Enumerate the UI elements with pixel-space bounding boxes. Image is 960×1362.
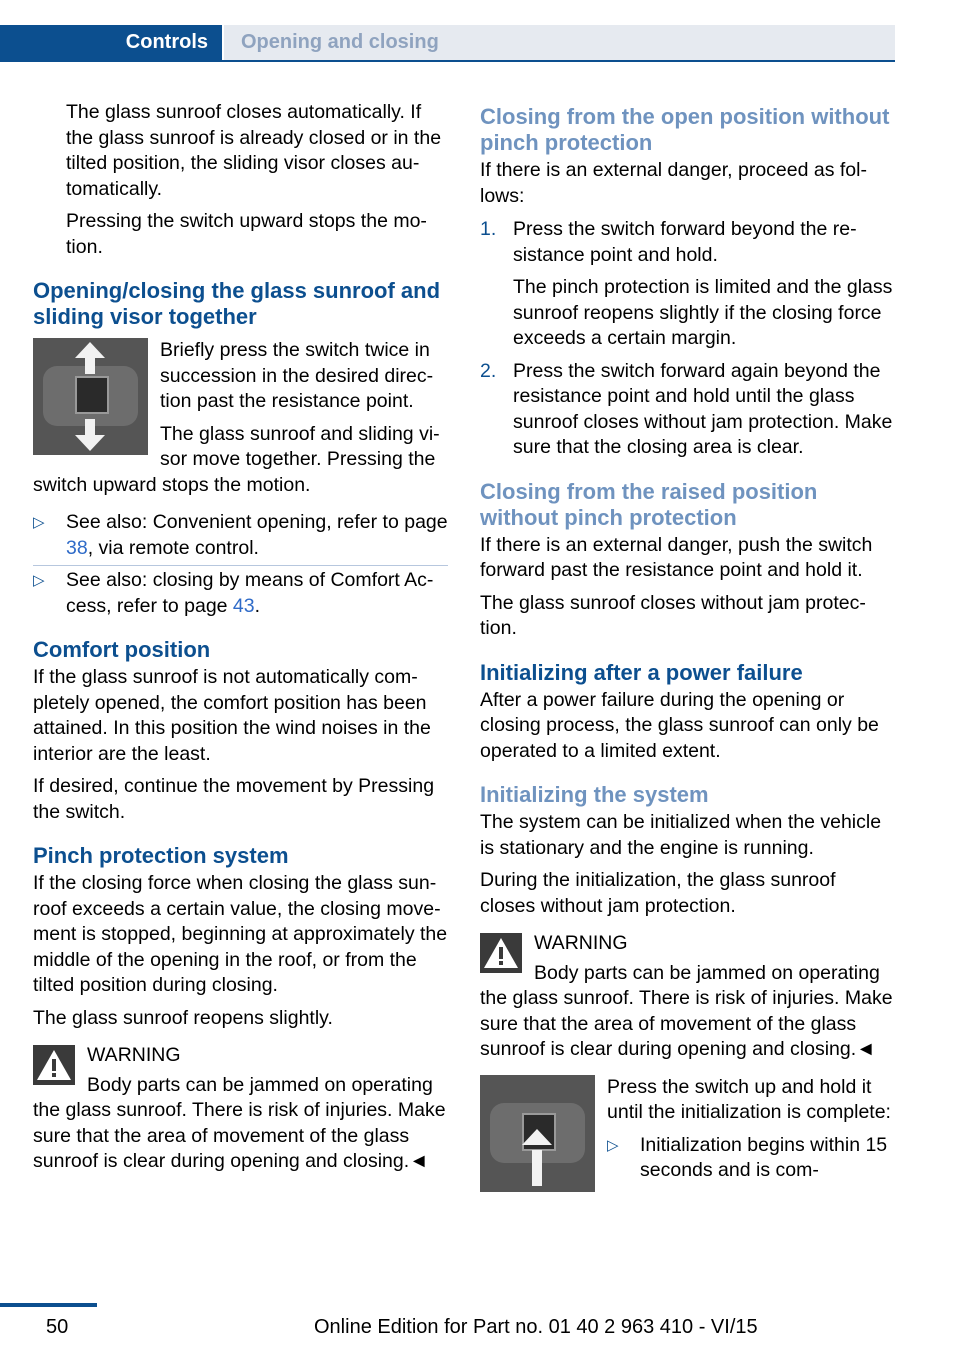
see-also-item	[33, 510, 448, 561]
triangle-bullet-icon: ▷	[33, 572, 45, 589]
heading-init-power-failure: Initializing after a power failure	[480, 659, 803, 685]
heading-close-open-no-pinch: Closing from the open position without pinch protection	[480, 104, 890, 155]
init-paragraph-2: During the initialization, the glass sunroof closes without jam protection.	[480, 869, 836, 917]
see-also-text: See also: Convenient opening, refer to page	[66, 511, 448, 533]
step-subtext: The pinch protection is limited and the glass sunroof reopens slightly if the closing force exceeds a certain margin.	[513, 276, 893, 349]
step-item	[480, 217, 896, 352]
intro-paragraph-2: Pressing the switch upward stops the motion.	[66, 210, 427, 258]
arrow-down-icon	[75, 435, 105, 451]
section-tab	[0, 25, 222, 62]
raised-paragraph-2: The glass sunroof closes without jam protection.	[480, 591, 866, 639]
header-divider	[0, 60, 895, 62]
switch-button	[75, 376, 109, 414]
left-column	[33, 100, 448, 1182]
pinch-paragraph-1: If the closing force when closing the glass sunroof exceeds a certain value, the closing movement is stopped, beginning at approximately the middle of the opening in the roof, or from the tilted position during closing.	[33, 872, 448, 996]
arrow-up-icon	[75, 342, 105, 358]
see-also-text: See also: closing by means of Comfort Access, refer to page	[66, 569, 434, 617]
step-item	[480, 359, 896, 461]
warning-triangle-icon	[480, 933, 522, 973]
open-paragraph-1: If there is an external danger, proceed as follows:	[480, 159, 867, 207]
init-bullet-text: Initialization begins within 15 seconds and is com-	[640, 1133, 888, 1181]
page-header	[0, 0, 895, 62]
step-text: Press the switch forward beyond the resistance point and hold.	[513, 218, 857, 266]
init-paragraph-1: The system can be initialized when the vehicle is stationary and the engine is running.	[480, 811, 882, 859]
steps-list	[480, 217, 896, 461]
power-paragraph-1: After a power failure during the opening or closing process, the glass sunroof can only be operated to a limited extent.	[480, 688, 879, 762]
heading-close-raised-no-pinch: Closing from the raised position without pinch protection	[480, 478, 818, 530]
init-bullet-list	[607, 1133, 896, 1191]
warning-title: WARNING	[534, 932, 628, 954]
switch-press-up-image	[480, 1075, 595, 1192]
list-divider	[33, 565, 448, 566]
arrow-down-stem	[85, 419, 95, 435]
see-also-item	[33, 568, 448, 619]
warning-title: WARNING	[87, 1044, 181, 1066]
warning-block	[33, 1043, 448, 1175]
see-also-text-end: , via remote control.	[87, 536, 259, 559]
pinch-paragraph-2: The glass sunroof reopens slightly.	[33, 1006, 333, 1029]
press-hold-paragraph: Press the switch up and hold it until the initialization is complete:	[607, 1075, 891, 1123]
triangle-bullet-icon: ▷	[607, 1136, 619, 1154]
section-label: Controls	[125, 31, 208, 53]
heading-init-system: Initializing the system	[480, 782, 709, 807]
right-column	[480, 100, 896, 1201]
together-paragraph-1: Briefly press the switch twice in succession in the desired direction past the resistance point.	[160, 339, 434, 412]
init-figure-block	[480, 1075, 896, 1191]
raised-paragraph-1: If there is an external danger, push the switch forward past the resistance point and hold it.	[480, 533, 873, 581]
warning-text: Body parts can be jammed on operating the glass sunroof. There is risk of injuries. Make sure that the area of movement of the glass sunroof is clear during opening and closing.◄	[33, 1073, 446, 1172]
switch-up-down-image	[33, 338, 148, 455]
step-number: 2.	[480, 359, 497, 382]
see-also-list	[33, 510, 448, 619]
footer-divider	[0, 1303, 97, 1307]
together-paragraph-2: The glass sunroof and sliding visor move together. Pressing the switch upward stops the motion.	[33, 422, 440, 496]
arrow-up-stem	[85, 358, 95, 374]
page-link-43[interactable]: 43	[232, 594, 255, 617]
warning-block	[480, 931, 896, 1063]
heading-comfort-position: Comfort position	[33, 637, 211, 662]
step-number: 1.	[480, 218, 497, 240]
together-figure-block	[33, 338, 448, 498]
heading-open-close-together: Opening/closing the glass sunroof and sliding visor together	[33, 278, 441, 329]
step-text: Press the switch forward again beyond the resistance point and hold until the glass sunroof closes without jam protection. Make sure that the closing area is clear.	[513, 359, 893, 458]
subsection-tab	[224, 25, 895, 62]
see-also-text-end: .	[254, 594, 261, 617]
warning-triangle-icon	[33, 1045, 75, 1085]
heading-pinch-protection: Pinch protection system	[33, 843, 289, 868]
arrow-up-icon	[522, 1129, 552, 1145]
intro-paragraph-1: The glass sunroof closes automatically. If the glass sunroof is already closed or in the tilted position, the sliding visor closes automatically.	[66, 101, 442, 200]
arrow-stem	[532, 1150, 542, 1186]
page-number: 50	[46, 1316, 69, 1338]
page-link-38[interactable]: 38	[66, 536, 88, 559]
comfort-paragraph-2: If desired, continue the movement by Pressing the switch.	[33, 775, 435, 823]
warning-text: Body parts can be jammed on operating the glass sunroof. There is risk of injuries. Make sure that the area of movement of the glass sunroof is clear during opening and closing.◄	[480, 961, 893, 1060]
triangle-bullet-icon: ▷	[33, 514, 45, 531]
init-bullet-item	[607, 1133, 896, 1184]
comfort-paragraph-1: If the glass sunroof is not automatically completely opened, the comfort position has been attained. In this position the wind noises in the interior are the least.	[33, 666, 431, 765]
edition-text: Online Edition for Part no. 01 40 2 963 410 - VI/15	[314, 1316, 758, 1338]
subsection-label: Opening and closing	[241, 31, 439, 53]
